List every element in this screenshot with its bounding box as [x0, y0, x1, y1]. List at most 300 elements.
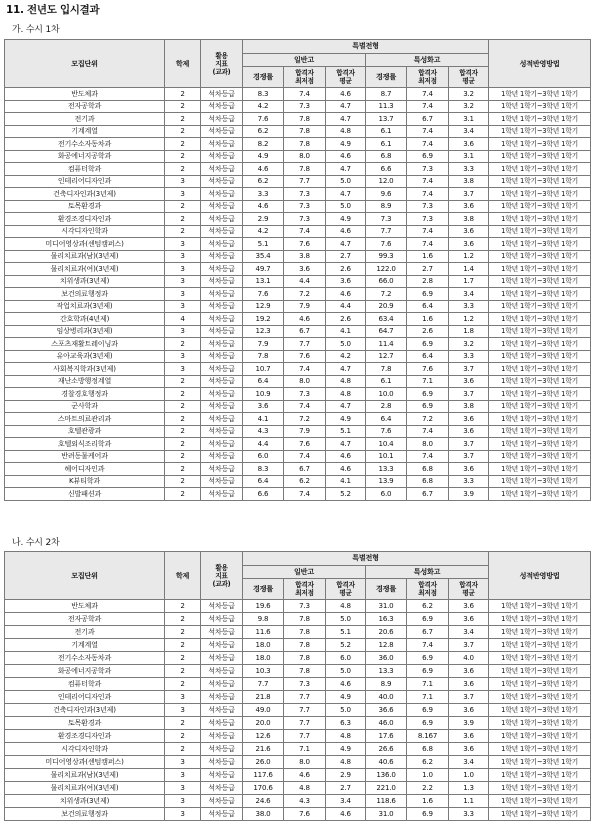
indicator-cell: 석차등급	[201, 756, 243, 769]
general-min-cell: 7.3	[284, 188, 326, 201]
grade-cell: 2	[165, 225, 201, 238]
general-min-cell: 7.8	[284, 125, 326, 138]
department-cell: 헤어디자인과	[5, 463, 165, 476]
general-min-cell: 7.7	[284, 704, 326, 717]
table-row	[5, 100, 591, 113]
general-min-cell: 7.4	[284, 488, 326, 501]
general-min-cell: 7.3	[284, 678, 326, 691]
general-rate-cell: 4.1	[243, 413, 284, 426]
department-cell: 간호학과(4년제)	[5, 313, 165, 326]
header-indicator-line3: (교과)	[212, 67, 231, 76]
general-rate-cell: 18.0	[243, 652, 284, 665]
method-cell: 1학년 1학기~3학년 1학기	[489, 626, 591, 639]
indicator-cell: 석차등급	[201, 138, 243, 151]
specialized-min-cell: 6.9	[407, 150, 449, 163]
specialized-min-cell: 7.4	[407, 639, 449, 652]
general-rate-cell: 12.9	[243, 300, 284, 313]
specialized-avg-cell: 3.8	[449, 175, 489, 188]
general-min-cell: 7.2	[284, 413, 326, 426]
general-rate-cell: 7.6	[243, 113, 284, 126]
specialized-min-cell: 7.3	[407, 200, 449, 213]
general-rate-cell: 12.3	[243, 325, 284, 338]
method-cell: 1학년 1학기~3학년 1학기	[489, 338, 591, 351]
specialized-rate-cell: 2.8	[366, 400, 407, 413]
general-rate-cell: 35.4	[243, 250, 284, 263]
general-rate-cell: 3.6	[243, 400, 284, 413]
specialized-rate-cell: 6.0	[366, 488, 407, 501]
department-cell: 임상병리과(3년제)	[5, 325, 165, 338]
method-cell: 1학년 1학기~3학년 1학기	[489, 808, 591, 821]
general-avg-cell: 5.2	[326, 488, 366, 501]
general-rate-cell: 170.6	[243, 782, 284, 795]
specialized-rate-cell: 99.3	[366, 250, 407, 263]
specialized-min-cell: 6.7	[407, 488, 449, 501]
department-cell: 물리치료과(남)(3년제)	[5, 769, 165, 782]
general-min-cell: 7.1	[284, 743, 326, 756]
specialized-rate-cell: 221.0	[366, 782, 407, 795]
header-grade: 학제	[165, 40, 201, 88]
method-cell: 1학년 1학기~3학년 1학기	[489, 150, 591, 163]
specialized-avg-cell: 3.6	[449, 225, 489, 238]
table-row	[5, 125, 591, 138]
header-avg-line2: 평균	[339, 589, 352, 598]
department-cell: K뷰티학과	[5, 475, 165, 488]
indicator-cell: 석차등급	[201, 413, 243, 426]
specialized-rate-cell: 6.6	[366, 163, 407, 176]
specialized-avg-cell: 3.6	[449, 704, 489, 717]
general-rate-cell: 3.3	[243, 188, 284, 201]
department-cell: 전기과	[5, 626, 165, 639]
specialized-rate-cell: 7.6	[366, 425, 407, 438]
department-cell: 치위생과(3년제)	[5, 795, 165, 808]
specialized-min-cell: 7.4	[407, 100, 449, 113]
method-cell: 1학년 1학기~3학년 1학기	[489, 300, 591, 313]
table-row	[5, 175, 591, 188]
general-min-cell: 4.6	[284, 769, 326, 782]
specialized-min-cell: 7.6	[407, 363, 449, 376]
specialized-avg-cell: 3.1	[449, 150, 489, 163]
grade-cell: 2	[165, 438, 201, 451]
subsection-heading-2: 나. 수시 2차	[12, 538, 60, 548]
indicator-cell: 석차등급	[201, 652, 243, 665]
method-cell: 1학년 1학기~3학년 1학기	[489, 704, 591, 717]
indicator-cell: 석차등급	[201, 665, 243, 678]
indicator-cell: 석차등급	[201, 288, 243, 301]
method-cell: 1학년 1학기~3학년 1학기	[489, 600, 591, 613]
grade-cell: 2	[165, 425, 201, 438]
general-min-cell: 7.9	[284, 300, 326, 313]
general-rate-cell: 7.8	[243, 350, 284, 363]
table-row	[5, 300, 591, 313]
grade-cell: 2	[165, 150, 201, 163]
general-rate-cell: 6.2	[243, 175, 284, 188]
department-cell: 시각디자인학과	[5, 743, 165, 756]
table-row	[5, 600, 591, 613]
indicator-cell: 석차등급	[201, 88, 243, 101]
specialized-avg-cell: 3.6	[449, 730, 489, 743]
indicator-cell: 석차등급	[201, 350, 243, 363]
grade-cell: 2	[165, 730, 201, 743]
specialized-rate-cell: 8.9	[366, 678, 407, 691]
method-cell: 1학년 1학기~3학년 1학기	[489, 743, 591, 756]
table-row	[5, 138, 591, 151]
general-min-cell: 4.3	[284, 795, 326, 808]
method-cell: 1학년 1학기~3학년 1학기	[489, 325, 591, 338]
general-avg-cell: 5.1	[326, 425, 366, 438]
specialized-avg-cell: 1.3	[449, 782, 489, 795]
grade-cell: 2	[165, 138, 201, 151]
specialized-avg-cell: 3.6	[449, 600, 489, 613]
header-avg-line2: 평균	[462, 589, 475, 598]
grade-cell: 3	[165, 808, 201, 821]
header-method: 성적반영방법	[489, 552, 591, 600]
header-min	[407, 67, 449, 88]
indicator-cell: 석차등급	[201, 213, 243, 226]
general-rate-cell: 7.9	[243, 338, 284, 351]
general-min-cell: 7.2	[284, 288, 326, 301]
specialized-rate-cell: 6.8	[366, 150, 407, 163]
general-min-cell: 7.7	[284, 730, 326, 743]
specialized-min-cell: 6.9	[407, 613, 449, 626]
specialized-min-cell: 2.6	[407, 325, 449, 338]
indicator-cell: 석차등급	[201, 730, 243, 743]
general-avg-cell: 5.2	[326, 639, 366, 652]
specialized-min-cell: 7.4	[407, 125, 449, 138]
general-min-cell: 7.7	[284, 691, 326, 704]
general-avg-cell: 4.8	[326, 600, 366, 613]
general-rate-cell: 6.6	[243, 488, 284, 501]
general-avg-cell: 4.9	[326, 138, 366, 151]
general-rate-cell: 6.2	[243, 125, 284, 138]
results-table-round-1	[4, 39, 591, 501]
header-indicator-line3: (교과)	[212, 579, 231, 588]
department-cell: 기계계열	[5, 125, 165, 138]
specialized-avg-cell: 3.7	[449, 438, 489, 451]
table-row	[5, 743, 591, 756]
indicator-cell: 석차등급	[201, 782, 243, 795]
general-min-cell: 7.8	[284, 665, 326, 678]
indicator-cell: 석차등급	[201, 363, 243, 376]
specialized-rate-cell: 36.6	[366, 704, 407, 717]
general-avg-cell: 5.0	[326, 338, 366, 351]
general-min-cell: 8.0	[284, 150, 326, 163]
specialized-avg-cell: 3.6	[449, 613, 489, 626]
general-avg-cell: 4.7	[326, 238, 366, 251]
specialized-min-cell: 6.9	[407, 388, 449, 401]
table-row	[5, 150, 591, 163]
grade-cell: 2	[165, 463, 201, 476]
indicator-cell: 석차등급	[201, 113, 243, 126]
general-rate-cell: 24.6	[243, 795, 284, 808]
general-avg-cell: 6.3	[326, 717, 366, 730]
indicator-cell: 석차등급	[201, 438, 243, 451]
general-rate-cell: 117.6	[243, 769, 284, 782]
specialized-rate-cell: 122.0	[366, 263, 407, 276]
specialized-avg-cell: 3.2	[449, 88, 489, 101]
method-cell: 1학년 1학기~3학년 1학기	[489, 652, 591, 665]
table-row	[5, 678, 591, 691]
grade-cell: 3	[165, 175, 201, 188]
indicator-cell: 석차등급	[201, 425, 243, 438]
indicator-cell: 석차등급	[201, 743, 243, 756]
specialized-avg-cell: 3.3	[449, 350, 489, 363]
method-cell: 1학년 1학기~3학년 1학기	[489, 665, 591, 678]
specialized-min-cell: 6.2	[407, 600, 449, 613]
method-cell: 1학년 1학기~3학년 1학기	[489, 313, 591, 326]
specialized-rate-cell: 136.0	[366, 769, 407, 782]
general-rate-cell: 6.4	[243, 375, 284, 388]
general-avg-cell: 2.6	[326, 313, 366, 326]
specialized-rate-cell: 6.4	[366, 413, 407, 426]
header-avg-line1: 합격자	[459, 69, 478, 78]
department-cell: 전자공학과	[5, 100, 165, 113]
general-min-cell: 7.4	[284, 88, 326, 101]
specialized-avg-cell: 3.7	[449, 450, 489, 463]
general-min-cell: 7.4	[284, 225, 326, 238]
header-indicator-line1: 활용	[215, 563, 228, 572]
general-rate-cell: 4.2	[243, 100, 284, 113]
general-avg-cell: 4.6	[326, 450, 366, 463]
specialized-avg-cell: 1.1	[449, 795, 489, 808]
method-cell: 1학년 1학기~3학년 1학기	[489, 639, 591, 652]
department-cell: 컴퓨터학과	[5, 678, 165, 691]
grade-cell: 2	[165, 113, 201, 126]
specialized-avg-cell: 3.9	[449, 717, 489, 730]
method-cell: 1학년 1학기~3학년 1학기	[489, 425, 591, 438]
header-indicator-line2: 지표	[215, 571, 228, 580]
specialized-avg-cell: 3.6	[449, 138, 489, 151]
grade-cell: 2	[165, 163, 201, 176]
general-avg-cell: 4.7	[326, 163, 366, 176]
general-avg-cell: 4.7	[326, 400, 366, 413]
general-avg-cell: 4.8	[326, 125, 366, 138]
general-rate-cell: 6.4	[243, 475, 284, 488]
specialized-avg-cell: 1.7	[449, 275, 489, 288]
general-avg-cell: 3.4	[326, 795, 366, 808]
indicator-cell: 석차등급	[201, 400, 243, 413]
header-indicator-line1: 활용	[215, 51, 228, 60]
method-cell: 1학년 1학기~3학년 1학기	[489, 350, 591, 363]
general-min-cell: 3.6	[284, 263, 326, 276]
header-min-line2: 최저점	[418, 77, 437, 86]
header-rate: 경쟁률	[243, 579, 284, 600]
specialized-avg-cell: 3.2	[449, 100, 489, 113]
table-row	[5, 400, 591, 413]
general-rate-cell: 8.3	[243, 88, 284, 101]
general-min-cell: 7.7	[284, 717, 326, 730]
general-rate-cell: 9.8	[243, 613, 284, 626]
specialized-rate-cell: 10.4	[366, 438, 407, 451]
general-rate-cell: 4.6	[243, 200, 284, 213]
general-avg-cell: 4.6	[326, 150, 366, 163]
general-avg-cell: 4.9	[326, 213, 366, 226]
indicator-cell: 석차등급	[201, 150, 243, 163]
header-method: 성적반영방법	[489, 40, 591, 88]
general-rate-cell: 38.0	[243, 808, 284, 821]
header-avg	[449, 67, 489, 88]
table-row	[5, 652, 591, 665]
header-grade: 학제	[165, 552, 201, 600]
grade-cell: 2	[165, 213, 201, 226]
department-cell: 반려동물케어과	[5, 450, 165, 463]
department-cell: 호텔외식조리학과	[5, 438, 165, 451]
general-rate-cell: 2.9	[243, 213, 284, 226]
specialized-avg-cell: 3.3	[449, 163, 489, 176]
table-row	[5, 463, 591, 476]
specialized-rate-cell: 13.3	[366, 463, 407, 476]
general-min-cell: 7.8	[284, 639, 326, 652]
general-min-cell: 6.7	[284, 463, 326, 476]
method-cell: 1학년 1학기~3학년 1학기	[489, 200, 591, 213]
specialized-rate-cell: 11.3	[366, 100, 407, 113]
department-cell: 보건의료행정과	[5, 808, 165, 821]
general-avg-cell: 4.7	[326, 188, 366, 201]
specialized-avg-cell: 3.4	[449, 756, 489, 769]
header-general: 일반고	[243, 53, 366, 67]
indicator-cell: 석차등급	[201, 450, 243, 463]
general-min-cell: 7.4	[284, 450, 326, 463]
general-min-cell: 7.7	[284, 338, 326, 351]
department-cell: 유아교육과(3년제)	[5, 350, 165, 363]
table-row	[5, 363, 591, 376]
method-cell: 1학년 1학기~3학년 1학기	[489, 388, 591, 401]
table-row	[5, 188, 591, 201]
grade-cell: 3	[165, 363, 201, 376]
specialized-rate-cell: 31.0	[366, 808, 407, 821]
specialized-avg-cell: 3.6	[449, 425, 489, 438]
table-row	[5, 795, 591, 808]
general-avg-cell: 4.8	[326, 756, 366, 769]
specialized-rate-cell: 20.6	[366, 626, 407, 639]
header-avg-line1: 합격자	[459, 581, 478, 590]
grade-cell: 2	[165, 743, 201, 756]
general-rate-cell: 4.3	[243, 425, 284, 438]
general-rate-cell: 4.9	[243, 150, 284, 163]
specialized-rate-cell: 8.9	[366, 200, 407, 213]
specialized-min-cell: 7.3	[407, 213, 449, 226]
general-avg-cell: 4.9	[326, 743, 366, 756]
general-avg-cell: 2.7	[326, 250, 366, 263]
specialized-min-cell: 6.4	[407, 300, 449, 313]
table-row	[5, 350, 591, 363]
specialized-min-cell: 6.8	[407, 475, 449, 488]
specialized-rate-cell: 17.6	[366, 730, 407, 743]
indicator-cell: 석차등급	[201, 717, 243, 730]
grade-cell: 2	[165, 613, 201, 626]
specialized-avg-cell: 1.2	[449, 250, 489, 263]
department-cell: 경찰경호행정과	[5, 388, 165, 401]
department-cell: 컴퓨터학과	[5, 163, 165, 176]
header-min-line1: 합격자	[418, 69, 437, 78]
general-avg-cell: 4.2	[326, 350, 366, 363]
general-min-cell: 7.8	[284, 138, 326, 151]
specialized-min-cell: 7.1	[407, 678, 449, 691]
grade-cell: 3	[165, 795, 201, 808]
specialized-avg-cell: 3.4	[449, 626, 489, 639]
indicator-cell: 석차등급	[201, 704, 243, 717]
header-special: 특별전형	[243, 40, 489, 54]
specialized-min-cell: 7.4	[407, 450, 449, 463]
indicator-cell: 석차등급	[201, 488, 243, 501]
department-cell: 물리치료과(남)(3년제)	[5, 250, 165, 263]
general-rate-cell: 10.9	[243, 388, 284, 401]
table-row	[5, 338, 591, 351]
specialized-min-cell: 6.9	[407, 288, 449, 301]
department-cell: 전기과	[5, 113, 165, 126]
specialized-rate-cell: 13.3	[366, 665, 407, 678]
indicator-cell: 석차등급	[201, 163, 243, 176]
method-cell: 1학년 1학기~3학년 1학기	[489, 250, 591, 263]
general-rate-cell: 8.3	[243, 463, 284, 476]
method-cell: 1학년 1학기~3학년 1학기	[489, 475, 591, 488]
specialized-min-cell: 6.9	[407, 704, 449, 717]
department-cell: 전기수소자동차과	[5, 652, 165, 665]
grade-cell: 3	[165, 263, 201, 276]
department-cell: 재난소방행정계열	[5, 375, 165, 388]
header-min-line2: 최저점	[295, 589, 314, 598]
general-min-cell: 7.7	[284, 175, 326, 188]
method-cell: 1학년 1학기~3학년 1학기	[489, 782, 591, 795]
indicator-cell: 석차등급	[201, 769, 243, 782]
grade-cell: 2	[165, 678, 201, 691]
indicator-cell: 석차등급	[201, 175, 243, 188]
grade-cell: 2	[165, 388, 201, 401]
department-cell: 반도체과	[5, 600, 165, 613]
general-rate-cell: 4.2	[243, 225, 284, 238]
method-cell: 1학년 1학기~3학년 1학기	[489, 463, 591, 476]
header-rate: 경쟁률	[366, 579, 407, 600]
table-row	[5, 450, 591, 463]
grade-cell: 3	[165, 769, 201, 782]
general-avg-cell: 5.0	[326, 175, 366, 188]
general-rate-cell: 10.7	[243, 363, 284, 376]
grade-cell: 2	[165, 338, 201, 351]
department-cell: 군사학과	[5, 400, 165, 413]
general-avg-cell: 4.8	[326, 375, 366, 388]
specialized-avg-cell: 3.3	[449, 475, 489, 488]
table-row	[5, 225, 591, 238]
header-min	[284, 67, 326, 88]
specialized-rate-cell: 16.3	[366, 613, 407, 626]
specialized-min-cell: 6.7	[407, 626, 449, 639]
specialized-rate-cell: 26.6	[366, 743, 407, 756]
specialized-avg-cell: 3.6	[449, 413, 489, 426]
specialized-min-cell: 6.9	[407, 338, 449, 351]
grade-cell: 2	[165, 413, 201, 426]
method-cell: 1학년 1학기~3학년 1학기	[489, 100, 591, 113]
indicator-cell: 석차등급	[201, 626, 243, 639]
specialized-rate-cell: 12.7	[366, 350, 407, 363]
method-cell: 1학년 1학기~3학년 1학기	[489, 400, 591, 413]
specialized-avg-cell: 3.3	[449, 808, 489, 821]
department-cell: 건축디자인과(3년제)	[5, 704, 165, 717]
header-rate: 경쟁률	[243, 67, 284, 88]
grade-cell: 3	[165, 288, 201, 301]
general-rate-cell: 49.7	[243, 263, 284, 276]
general-min-cell: 7.3	[284, 100, 326, 113]
general-rate-cell: 19.6	[243, 600, 284, 613]
header-indicator	[201, 552, 243, 600]
table-row	[5, 782, 591, 795]
grade-cell: 2	[165, 125, 201, 138]
method-cell: 1학년 1학기~3학년 1학기	[489, 138, 591, 151]
grade-cell: 2	[165, 450, 201, 463]
general-rate-cell: 5.1	[243, 238, 284, 251]
general-avg-cell: 4.7	[326, 100, 366, 113]
department-cell: 스포츠재활트레이닝과	[5, 338, 165, 351]
general-rate-cell: 8.2	[243, 138, 284, 151]
method-cell: 1학년 1학기~3학년 1학기	[489, 113, 591, 126]
